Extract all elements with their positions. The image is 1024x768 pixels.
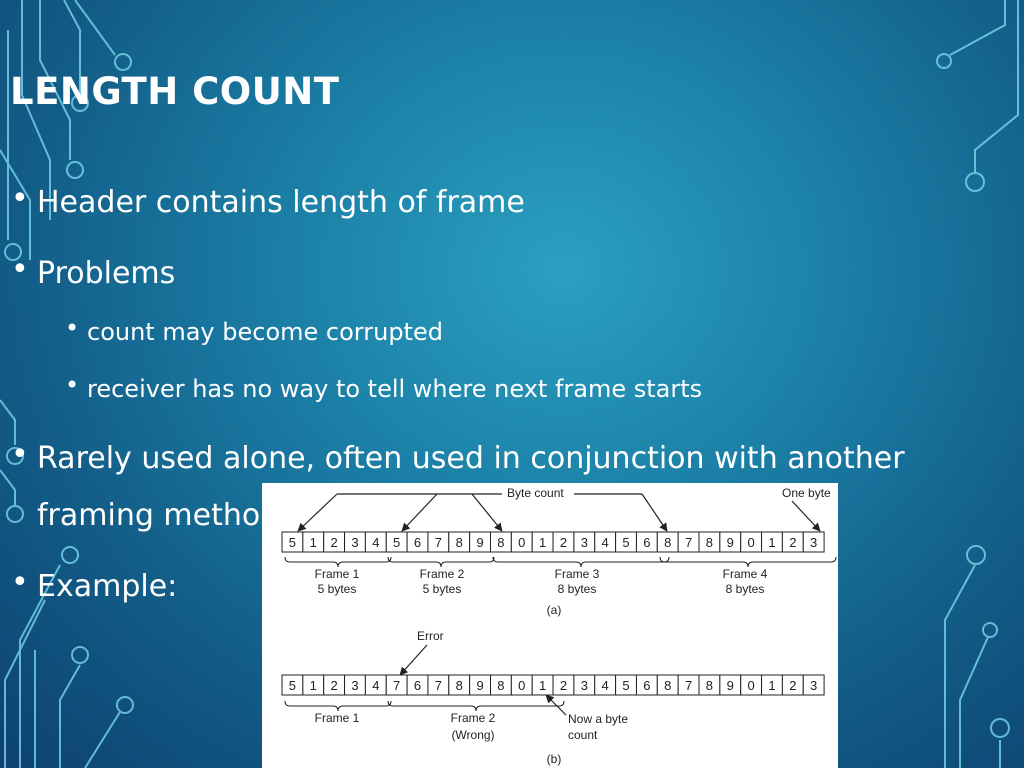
bullet-text: Example: <box>37 569 178 604</box>
byte-value: 3 <box>580 535 588 550</box>
byte-value: 1 <box>309 678 317 693</box>
byte-value: 4 <box>372 678 380 693</box>
byte-count-figure <box>262 483 838 768</box>
byte-value: 0 <box>518 678 526 693</box>
byte-value: 5 <box>393 535 401 550</box>
byte-value: 3 <box>351 678 359 693</box>
bullet-dot: • <box>65 371 80 399</box>
byte-value: 5 <box>288 678 297 693</box>
frame4-size-a: 8 bytes <box>725 582 765 596</box>
byte-row-a <box>282 532 824 552</box>
bullet-header-contains-length <box>11 181 525 220</box>
bullet-dot: • <box>11 437 29 472</box>
byte-value: 6 <box>413 678 422 693</box>
byte-value: 9 <box>476 535 484 550</box>
one-byte-label: One byte <box>782 486 831 500</box>
now-byte-count-label-2: count <box>568 728 598 742</box>
byte-value: 2 <box>330 535 338 550</box>
byte-value: 7 <box>434 678 442 693</box>
byte-count-arrow <box>402 494 437 531</box>
byte-value: 4 <box>601 678 609 693</box>
byte-value: 0 <box>518 535 526 550</box>
byte-value: 5 <box>622 678 630 693</box>
byte-value: 0 <box>747 678 755 693</box>
byte-value: 1 <box>768 535 776 550</box>
byte-value: 8 <box>664 678 672 693</box>
bullet-text: count may become corrupted <box>87 318 443 346</box>
frame-braces-b <box>285 701 564 711</box>
bullet-rarely-used-alone <box>11 437 905 476</box>
bullet-text: framing metho <box>37 498 261 533</box>
bullet-text: Problems <box>37 256 176 291</box>
byte-value: 5 <box>622 535 630 550</box>
error-label: Error <box>417 629 444 643</box>
byte-value: 8 <box>455 678 463 693</box>
frame2-label-b: Frame 2 <box>450 711 496 725</box>
byte-value: 3 <box>810 678 818 693</box>
byte-value: 6 <box>413 535 422 550</box>
byte-value: 1 <box>309 535 317 550</box>
frame3-size-a: 8 bytes <box>557 582 597 596</box>
bullet-continuation <box>37 498 260 533</box>
byte-value: 9 <box>726 678 734 693</box>
bullet-text: receiver has no way to tell where next frame starts <box>87 375 703 403</box>
byte-value: 3 <box>580 678 588 693</box>
byte-value: 7 <box>393 678 401 693</box>
byte-count-arrow <box>472 494 502 531</box>
byte-value: 2 <box>789 678 797 693</box>
bullet-dot: • <box>11 181 29 216</box>
frame1-size-a: 5 bytes <box>317 582 357 596</box>
caption-a: (a) <box>546 603 562 617</box>
byte-count-arrow <box>642 494 667 531</box>
byte-value: 8 <box>705 535 714 550</box>
byte-count-label: Byte count <box>507 486 564 500</box>
caption-b: (b) <box>546 752 562 766</box>
frame2-label-a: Frame 2 <box>419 567 465 581</box>
now-byte-count-label: Now a byte <box>568 712 629 726</box>
byte-value: 7 <box>684 678 693 693</box>
bullet-problems <box>11 252 176 291</box>
byte-value: 8 <box>455 535 463 550</box>
byte-value: 2 <box>789 535 797 550</box>
byte-value: 6 <box>643 535 651 550</box>
slide-title: LENGTH COUNT <box>10 70 340 113</box>
byte-count-arrow <box>298 494 337 531</box>
byte-value: 8 <box>705 678 714 693</box>
byte-value: 2 <box>330 678 338 693</box>
bullet-text: Header contains length of frame <box>37 185 525 220</box>
frame-braces-a <box>285 557 836 567</box>
bullet-text: Rarely used alone, often used in conjunction with another <box>37 441 905 476</box>
byte-value: 1 <box>539 678 547 693</box>
byte-value: 1 <box>539 535 547 550</box>
bullet-example <box>11 565 178 604</box>
frame1-label-a: Frame 1 <box>314 567 360 581</box>
error-arrow <box>400 645 427 675</box>
one-byte-arrow <box>792 501 820 531</box>
byte-value: 4 <box>601 535 609 550</box>
bullet-dot: • <box>65 314 80 342</box>
byte-value: 9 <box>726 535 734 550</box>
byte-row-b <box>282 675 824 695</box>
frame3-label-a: Frame 3 <box>554 567 600 581</box>
sub-bullet-receiver-no-way <box>65 371 703 403</box>
byte-value: 2 <box>559 535 568 550</box>
frame2-wrong-b: (Wrong) <box>451 728 495 742</box>
byte-value: 3 <box>810 535 818 550</box>
frame1-label-b: Frame 1 <box>314 711 360 725</box>
byte-value: 8 <box>497 535 505 550</box>
byte-value: 0 <box>747 535 755 550</box>
byte-value: 1 <box>768 678 776 693</box>
frame2-size-a: 5 bytes <box>422 582 462 596</box>
frame4-label-a: Frame 4 <box>722 567 768 581</box>
byte-value: 9 <box>476 678 484 693</box>
byte-value: 4 <box>372 535 380 550</box>
byte-value: 6 <box>643 678 651 693</box>
bullet-dot: • <box>11 565 29 600</box>
byte-value: 7 <box>684 535 693 550</box>
byte-value: 3 <box>351 535 359 550</box>
sub-bullet-count-corrupted <box>65 314 443 346</box>
byte-value: 2 <box>559 678 568 693</box>
byte-value: 7 <box>434 535 442 550</box>
byte-value: 8 <box>497 678 505 693</box>
byte-value: 8 <box>664 535 672 550</box>
byte-value: 5 <box>288 535 297 550</box>
bullet-dot: • <box>11 252 29 287</box>
